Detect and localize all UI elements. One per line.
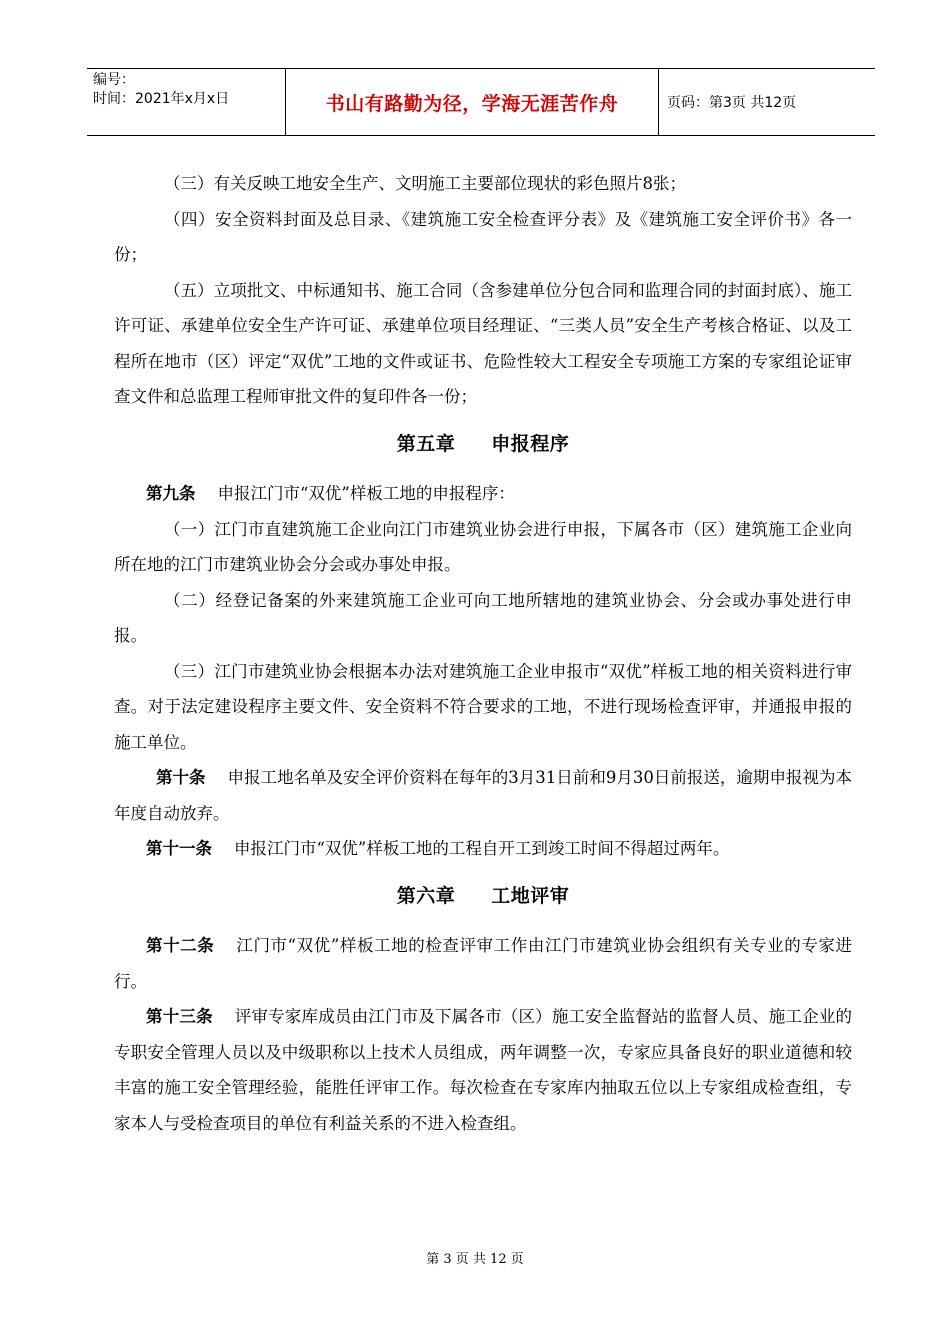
chapter-6-number: 第六章 [396,884,456,907]
article-12 [114,928,852,999]
page-footer: 第 3 页 共 12 页 [426,1252,524,1267]
header-time: 时间：2021年x月x日 [93,91,230,107]
article-10-label: 第十条 [156,768,206,787]
page-header [87,68,875,136]
article-13-label: 第十三条 [146,1007,213,1026]
chapter-6-title: 工地评审 [491,884,570,907]
procedure-item-2: （二）经登记备案的外来建筑施工企业可向工地所辖地的建筑业协会、分会或办事处进行申报。 [114,590,852,645]
article-11-label: 第十一条 [146,839,212,858]
article-9-text: 申报江门市“双优”样板工地的申报程序： [217,484,515,503]
article-11 [114,831,852,867]
header-motto: 书山有路勤为径，学海无涯苦作舟 [286,69,659,135]
article-11-text: 申报江门市“双优”样板工地的工程自开工到竣工时间不得超过两年。 [234,839,730,858]
article-13 [114,999,852,1141]
article-10 [114,760,852,831]
article-12-label: 第十二条 [146,936,215,955]
chapter-5-heading [114,427,852,463]
chapter-6-heading [114,879,852,915]
paragraph-item-3: （三）有关反映工地安全生产、文明施工主要部位现状的彩色照片8张； [164,174,686,193]
document-body [114,166,852,1141]
article-13-text: 评审专家库成员由江门市及下属各市（区）施工安全监督站的监督人员、施工企业的专职安全管理人员以及中级职称以上技术人员组成，两年调整一次，专家应具备良好的职业道德和较丰富的施工安全管理经验，能胜任评审工作。每次检查在专家库内抽取五位以上专家组成检查组，专家本人与受检查项目的单位有利益关系的不进入检查组。 [114,1007,852,1133]
header-meta [87,69,286,135]
paragraph-item-5: （五）立项批文、中标通知书、施工合同（含参建单位分包合同和监理合同的封面封底）、施工许可证、承建单位安全生产许可证、承建单位项目经理证、“三类人员”安全生产考核合格证、以及工程所在地市（区）评定“双优”工地的文件或证书、危险性较大工程安全专项施工方案的专家组论证审查文件和总监理工程师审批文件的复印件各一份； [114,280,852,406]
chapter-5-title: 申报程序 [491,432,570,455]
header-page-number: 页码：第3页 共12页 [667,95,797,111]
article-10-text: 申报工地名单及安全评价资料在每年的3月31日前和9月30日前报送，逾期申报视为本年度自动放弃。 [114,768,852,823]
procedure-item-3: （三）江门市建筑业协会根据本办法对建筑施工企业申报市“双优”样板工地的相关资料进行审查。对于法定建设程序主要文件、安全资料不符合要求的工地，不进行现场检查评审，并通报申报的施工单位。 [114,661,852,752]
paragraph-item-4: （四）安全资料封面及总目录、《建筑施工安全检查评分表》及《建筑施工安全评价书》各一份； [114,209,852,264]
chapter-5-number: 第五章 [396,432,456,455]
header-number: 编号： [93,72,135,88]
article-9-label: 第九条 [146,484,196,503]
article-9 [114,476,852,512]
article-12-text: 江门市“双优”样板工地的检查评审工作由江门市建筑业协会组织有关专业的专家进行。 [114,936,853,991]
procedure-item-1: （一）江门市直建筑施工企业向江门市建筑业协会进行申报，下属各市（区）建筑施工企业向所在地的江门市建筑业协会分会或办事处申报。 [114,519,852,574]
